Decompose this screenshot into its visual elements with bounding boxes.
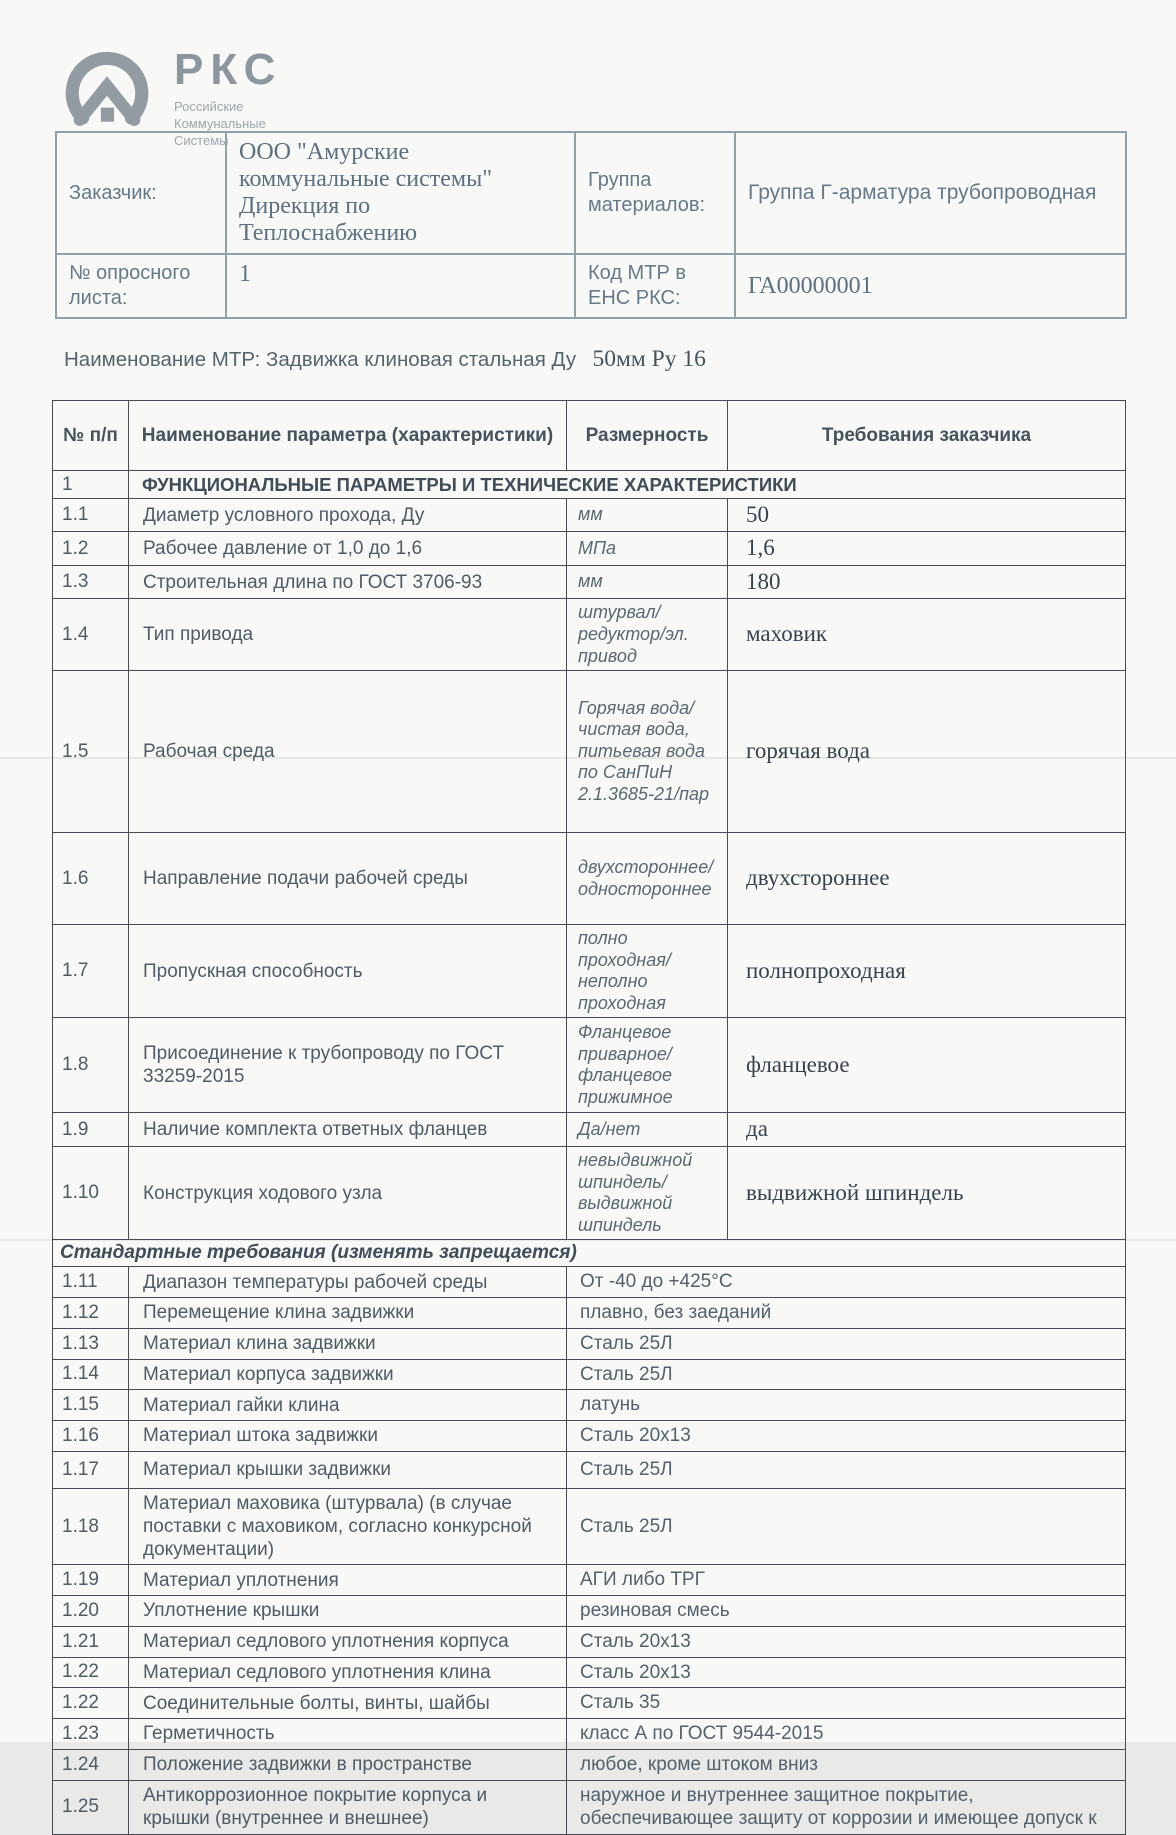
table-row xyxy=(53,1626,1126,1657)
sheet-number-label: № опросного листа: xyxy=(56,254,226,318)
table-row xyxy=(53,599,1126,671)
param-name: Рабочая среда xyxy=(129,671,567,833)
param-name: Материал седлового уплотнения клина xyxy=(129,1657,567,1688)
customer-label: Заказчик: xyxy=(56,132,226,254)
table-row xyxy=(53,1749,1126,1780)
table-header-row xyxy=(53,401,1126,471)
table-row xyxy=(53,1780,1126,1835)
table-row xyxy=(53,1328,1126,1359)
standard-requirements-banner: Стандартные требования (изменять запрещается) xyxy=(53,1240,1126,1267)
logo-brand-text: РКС xyxy=(174,45,283,94)
section-row xyxy=(53,1240,1126,1267)
table-row xyxy=(53,925,1126,1018)
param-unit: Фланцевое приварное/фланцевое прижимное xyxy=(567,1018,728,1113)
customer-value: ООО "Амурские коммунальные системы" Дирекция по Теплоснабжению xyxy=(226,132,575,254)
row-num: 1.6 xyxy=(53,833,129,925)
table-row xyxy=(53,1421,1126,1452)
param-value: От -40 до +425°С xyxy=(567,1267,1126,1298)
sheet-number-value: 1 xyxy=(226,254,575,318)
table-row xyxy=(53,1596,1126,1627)
param-unit: двухстороннее/ одностороннее xyxy=(567,833,728,925)
param-unit: Горячая вода/ чистая вода, питьевая вода по СанПиН 2.1.3685-21/пар xyxy=(567,671,728,833)
mtr-title xyxy=(64,346,706,373)
row-num: 1 xyxy=(53,471,129,499)
param-value: 50 xyxy=(728,499,1126,532)
param-name: Диаметр условного прохода, Ду xyxy=(129,499,567,532)
col-header-unit: Размерность xyxy=(567,401,728,471)
table-row xyxy=(53,532,1126,565)
param-name: Материал седлового уплотнения корпуса xyxy=(129,1626,567,1657)
param-name: Конструкция ходового узла xyxy=(129,1146,567,1239)
param-value: горячая вода xyxy=(728,671,1126,833)
row-num: 1.21 xyxy=(53,1626,129,1657)
row-num: 1.5 xyxy=(53,671,129,833)
col-header-num: № п/п xyxy=(53,401,129,471)
table-row xyxy=(53,671,1126,833)
param-name: Материал штока задвижки xyxy=(129,1421,567,1452)
mtr-title-label: Наименование МТР: Задвижка клиновая стальная Ду xyxy=(64,348,577,371)
param-name: Положение задвижки в пространстве xyxy=(129,1749,567,1780)
row-num: 1.19 xyxy=(53,1565,129,1596)
param-value: плавно, без заеданий xyxy=(567,1298,1126,1329)
row-num: 1.14 xyxy=(53,1359,129,1390)
param-unit: невыдвижной шпиндель/ выдвижной шпиндель xyxy=(567,1146,728,1239)
row-num: 1.16 xyxy=(53,1421,129,1452)
param-value: Сталь 20х13 xyxy=(567,1657,1126,1688)
row-num: 1.17 xyxy=(53,1451,129,1488)
param-value: 180 xyxy=(728,565,1126,598)
param-value: маховик xyxy=(728,599,1126,671)
param-name: Материал крышки задвижки xyxy=(129,1451,567,1488)
param-name: Наличие комплекта ответных фланцев xyxy=(129,1113,567,1146)
row-num: 1.12 xyxy=(53,1298,129,1329)
spec-table xyxy=(52,400,1126,1835)
param-value: Сталь 25Л xyxy=(567,1451,1126,1488)
param-name: Материал клина задвижки xyxy=(129,1328,567,1359)
table-row xyxy=(53,1113,1126,1146)
param-value: двухстороннее xyxy=(728,833,1126,925)
row-num: 1.15 xyxy=(53,1390,129,1421)
param-value: фланцевое xyxy=(728,1018,1126,1113)
param-unit: мм xyxy=(567,499,728,532)
order-header-table xyxy=(55,131,1127,319)
table-row xyxy=(53,1451,1126,1488)
param-value: полнопроходная xyxy=(728,925,1126,1018)
param-unit: МПа xyxy=(567,532,728,565)
param-value: Сталь 25Л xyxy=(567,1488,1126,1565)
table-row xyxy=(56,254,1126,318)
param-name: Тип привода xyxy=(129,599,567,671)
section-row xyxy=(53,471,1126,499)
table-row xyxy=(53,1565,1126,1596)
material-group-value: Группа Г-арматура трубопроводная xyxy=(735,132,1126,254)
param-name: Строительная длина по ГОСТ 3706-93 xyxy=(129,565,567,598)
param-value: выдвижной шпиндель xyxy=(728,1146,1126,1239)
param-name: Диапазон температуры рабочей среды xyxy=(129,1267,567,1298)
row-num: 1.22 xyxy=(53,1688,129,1719)
row-num: 1.23 xyxy=(53,1719,129,1750)
table-row xyxy=(53,1657,1126,1688)
row-num: 1.25 xyxy=(53,1780,129,1835)
param-name: Герметичность xyxy=(129,1719,567,1750)
row-num: 1.9 xyxy=(53,1113,129,1146)
row-num: 1.11 xyxy=(53,1267,129,1298)
table-row xyxy=(53,1146,1126,1239)
param-value: резиновая смесь xyxy=(567,1596,1126,1627)
param-unit: Да/нет xyxy=(567,1113,728,1146)
row-num: 1.24 xyxy=(53,1749,129,1780)
param-name: Соединительные болты, винты, шайбы xyxy=(129,1688,567,1719)
param-value: Сталь 25Л xyxy=(567,1359,1126,1390)
param-name: Материал маховика (штурвала) (в случае поставки с маховиком, согласно конкурсной документации) xyxy=(129,1488,567,1565)
row-num: 1.3 xyxy=(53,565,129,598)
param-value: любое, кроме штоком вниз xyxy=(567,1749,1126,1780)
row-num: 1.1 xyxy=(53,499,129,532)
col-header-req: Требования заказчика xyxy=(728,401,1126,471)
row-num: 1.18 xyxy=(53,1488,129,1565)
param-name: Уплотнение крышки xyxy=(129,1596,567,1627)
table-row xyxy=(53,1267,1126,1298)
row-num: 1.10 xyxy=(53,1146,129,1239)
col-header-name: Наименование параметра (характеристики) xyxy=(129,401,567,471)
param-unit: штурвал/ редуктор/эл. привод xyxy=(567,599,728,671)
param-value: Сталь 20х13 xyxy=(567,1626,1126,1657)
table-row xyxy=(56,132,1126,254)
param-unit: мм xyxy=(567,565,728,598)
row-num: 1.20 xyxy=(53,1596,129,1627)
param-name: Направление подачи рабочей среды xyxy=(129,833,567,925)
table-row xyxy=(53,1390,1126,1421)
section-title: ФУНКЦИОНАЛЬНЫЕ ПАРАМЕТРЫ И ТЕХНИЧЕСКИЕ ХАРАКТЕРИСТИКИ xyxy=(129,471,1126,499)
logo-tagline: Российские Коммунальные Системы xyxy=(174,99,266,148)
param-value: 1,6 xyxy=(728,532,1126,565)
table-row xyxy=(53,1688,1126,1719)
param-name: Материал гайки клина xyxy=(129,1390,567,1421)
mtr-code-label: Код МТР в ЕНС РКС: xyxy=(575,254,735,318)
param-value: АГИ либо ТРГ xyxy=(567,1565,1126,1596)
param-value: латунь xyxy=(567,1390,1126,1421)
param-value: Сталь 35 xyxy=(567,1688,1126,1719)
param-name: Перемещение клина задвижки xyxy=(129,1298,567,1329)
mtr-title-value: 50мм Ру 16 xyxy=(592,346,706,372)
table-row xyxy=(53,833,1126,925)
param-value: наружное и внутреннее защитное покрытие, обеспечивающее защиту от коррозии и имеющее допуск к xyxy=(567,1780,1126,1835)
table-row xyxy=(53,1018,1126,1113)
table-row xyxy=(53,565,1126,598)
table-row xyxy=(53,1488,1126,1565)
mtr-code-value: ГА00000001 xyxy=(735,254,1126,318)
param-name: Антикоррозионное покрытие корпуса и крышки (внутреннее и внешнее) xyxy=(129,1780,567,1835)
table-row xyxy=(53,1298,1126,1329)
param-value: Сталь 20х13 xyxy=(567,1421,1126,1452)
param-value: класс А по ГОСТ 9544-2015 xyxy=(567,1719,1126,1750)
table-row xyxy=(53,1359,1126,1390)
material-group-label: Группа материалов: xyxy=(575,132,735,254)
rks-house-circle-icon xyxy=(60,38,154,134)
table-row xyxy=(53,1719,1126,1750)
param-name: Пропускная способность xyxy=(129,925,567,1018)
param-name: Материал уплотнения xyxy=(129,1565,567,1596)
row-num: 1.8 xyxy=(53,1018,129,1113)
param-name: Рабочее давление от 1,0 до 1,6 xyxy=(129,532,567,565)
table-row xyxy=(53,499,1126,532)
param-unit: полно проходная/ неполно проходная xyxy=(567,925,728,1018)
row-num: 1.7 xyxy=(53,925,129,1018)
row-num: 1.4 xyxy=(53,599,129,671)
row-num: 1.13 xyxy=(53,1328,129,1359)
row-num: 1.22 xyxy=(53,1657,129,1688)
param-name: Материал корпуса задвижки xyxy=(129,1359,567,1390)
row-num: 1.2 xyxy=(53,532,129,565)
param-value: Сталь 25Л xyxy=(567,1328,1126,1359)
param-name: Присоединение к трубопроводу по ГОСТ 33259-2015 xyxy=(129,1018,567,1113)
param-value: да xyxy=(728,1113,1126,1146)
